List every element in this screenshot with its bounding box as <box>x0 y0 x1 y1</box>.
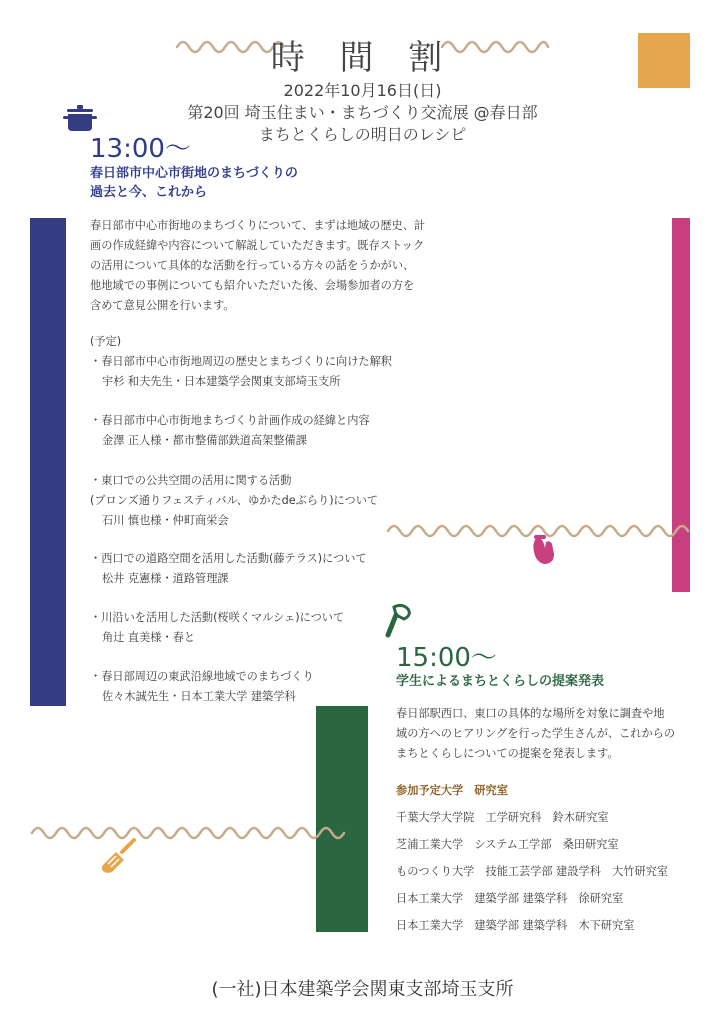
page-title: 時 間 割 <box>270 38 455 78</box>
event-subtitle: まちとくらしの明日のレシピ <box>258 125 467 144</box>
event-name: 第20回 埼玉住まい・まちづくり交流展 @春日部 <box>187 103 538 122</box>
schedule-item-speaker: 金澤 正人様・都市整備部鉄道高架整備課 <box>102 434 307 447</box>
session2-desc-line: 域の方へのヒアリングを行った学生さんが、これからの <box>396 727 676 740</box>
wave-left-bottom <box>30 822 346 844</box>
spatula-icon <box>98 838 138 878</box>
session2-desc-line: 春日部駅西口、東口の具体的な場所を対象に調査や地 <box>396 707 665 720</box>
schedule-item <box>90 608 344 648</box>
schedule-item <box>90 549 367 589</box>
schedule-item <box>90 411 370 451</box>
session1-desc-line: の活用について具体的な活動を行っている方々の話をうかがい、 <box>90 259 415 272</box>
session1-desc-line: 含めて意見公開を行います。 <box>90 299 235 312</box>
session1-desc-line: 画の作成経緯や内容について解説していただきます。既存ストック <box>90 239 425 252</box>
lab-row: 芝浦工業大学 システム工学部 桑田研究室 <box>396 838 619 851</box>
schedule-item <box>90 471 378 531</box>
peeler-icon <box>384 603 414 639</box>
lab-row: 日本工業大学 建築学部 建築学科 木下研究室 <box>396 919 635 932</box>
lab-row: 日本工業大学 建築学部 建築学科 徐研究室 <box>396 892 624 905</box>
schedule-item-speaker: 角辻 直美様・春と <box>102 631 196 644</box>
schedule-item-speaker: 宇杉 和夫先生・日本建築学会関東支部埼玉支所 <box>102 375 341 388</box>
schedule-item-topic: ・春日部市中心市街地まちづくり計画作成の経緯と内容 <box>90 414 370 427</box>
schedule-item-topic: ・東口での公共空間の活用に関する活動 <box>90 474 292 487</box>
session1-time: 13:00〜 <box>90 134 191 164</box>
schedule-item-speaker: 佐々木誠先生・日本工業大学 建築学科 <box>102 690 296 703</box>
event-date: 2022年10月16日(日) <box>283 81 442 100</box>
schedule-label: (予定) <box>90 335 122 348</box>
session2-description <box>396 704 706 764</box>
session1-title-line2: 過去と今、これから <box>90 185 208 200</box>
session1-title <box>90 164 298 202</box>
lab-row: 千葉大学大学院 工学研究科 鈴木研究室 <box>396 811 609 824</box>
session2-title: 学生によるまちとくらしの提案発表 <box>396 674 605 689</box>
schedule-item <box>90 667 314 707</box>
schedule-item-topic: ・川沿いを活用した活動(桜咲くマルシェ)について <box>90 611 345 624</box>
session1-desc-line: 春日部市中心市街地のまちづくりについて、まずは地域の歴史、計 <box>90 219 426 232</box>
footer-organization: (一社)日本建築学会関東支部埼玉支所 <box>211 979 514 1000</box>
decor-bar-navy <box>30 218 66 706</box>
schedule-item-topic: ・春日部周辺の東武沿線地域でのまちづくり <box>90 670 314 683</box>
session2-desc-line: まちとくらしについての提案を発表します。 <box>396 747 619 760</box>
session1-title-line1: 春日部市中心市街地のまちづくりの <box>90 166 298 181</box>
schedule-item-topic-extra: (ブロンズ通りフェスティバル、ゆかたdeぶらり)について <box>90 494 379 507</box>
schedule-item-topic: ・春日部市中心市街地周辺の歴史とまちづくりに向けた解釈 <box>90 355 392 368</box>
decor-bar-green <box>316 706 368 932</box>
schedule-item-topic: ・西口での道路空間を活用した活動(藤テラス)について <box>90 552 367 565</box>
session1-desc-line: 他地域での事例についても紹介いただいた後、会場参加者の方を <box>90 279 415 292</box>
session2-time: 15:00〜 <box>396 643 497 673</box>
schedule-item-speaker: 石川 慎也様・仲町商栄会 <box>102 514 229 527</box>
session1-description <box>90 216 450 316</box>
labs-header: 参加予定大学 研究室 <box>396 784 508 797</box>
schedule-item-speaker: 松井 克憲様・道路管理課 <box>102 572 229 585</box>
lab-row: ものつくり大学 技能工芸学部 建設学科 大竹研究室 <box>396 865 669 878</box>
schedule-item <box>90 352 392 392</box>
labs-list <box>396 804 668 939</box>
oven-mitt-icon <box>528 534 558 568</box>
